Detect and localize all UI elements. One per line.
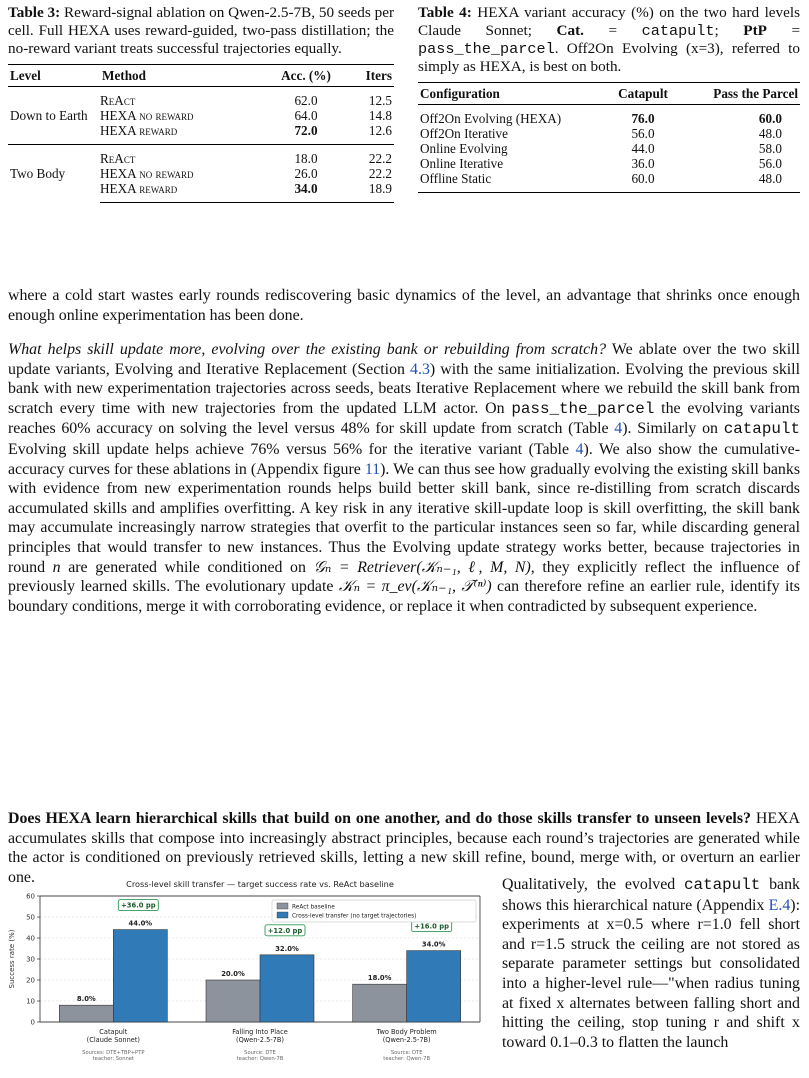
x-tick-label: Two Body Problem — [376, 1028, 437, 1036]
table-cell — [100, 87, 266, 109]
table-cell — [266, 145, 346, 167]
text-run: , they explicitly reflect the influence of previously learned skills. The evolutionary update — [8, 558, 801, 596]
paragraph-heading: Does HEXA learn hierarchical skills that build on one another, and do those skills transfer to unseen levels? — [8, 810, 751, 827]
delta-label: +12.0 pp — [267, 926, 303, 935]
level-cell: Two Body — [8, 145, 100, 203]
delta-label: +16.0 pp — [414, 922, 449, 931]
bar — [407, 951, 461, 1022]
table-4-caption-text: . Off2On Evolving (x=3), referred to simply as HEXA, is best on both. — [418, 40, 800, 75]
table-row — [418, 105, 800, 127]
table-cell — [598, 105, 688, 127]
caption-eq: = — [791, 22, 801, 39]
cell-value: 62.0 — [294, 93, 318, 108]
text-run: Qualitatively, the evolved — [502, 876, 684, 893]
table-cell — [688, 105, 800, 127]
table-cell — [598, 126, 688, 141]
bar-value-label: 44.0% — [128, 919, 153, 928]
cell-value: 36.0 — [631, 156, 655, 171]
math-var: n — [52, 558, 61, 576]
cell-value: 14.8 — [368, 108, 392, 123]
y-tick-label: 50 — [26, 913, 35, 922]
legend-swatch — [277, 903, 288, 909]
table-cell — [266, 108, 346, 123]
bar — [206, 980, 260, 1022]
table-cell — [418, 126, 598, 141]
text-run: the evolving variants reaches 60% accuracy on solving the level versus 48% for skill update from scratch (Table — [8, 399, 800, 438]
x-source-label: teacher: Qwen-7B — [236, 1056, 284, 1062]
cell-value: Online Evolving — [420, 141, 508, 156]
code-term: catapult — [684, 876, 761, 894]
text-run: ). We can thus see how gradually evolving the existing skill banks with evidence from new experimentation rounds helps build better skill bank, since re-distilling from scratch discards accumulated skills and amplifies overfitting. A key risk in any iterative skill-update loop is skill overfitting, the skill bank may accumulate increasingly narrow strategies that overfit to the particular instances seen so far, while discarding general principles that would transfer to new instances. Thus the Evolving update strategy works better, because trajectories in round — [8, 460, 801, 576]
cell-value: Online Iterative — [420, 156, 504, 171]
delta-label: +36.0 pp — [121, 901, 156, 910]
table-4 — [418, 4, 800, 193]
cell-value: 18.9 — [368, 181, 392, 196]
x-tick-label: Catapult — [99, 1028, 128, 1036]
table-cell — [346, 108, 394, 123]
caption-key: PtP — [743, 22, 767, 39]
cell-value: HEXA no reward — [100, 166, 194, 181]
x-source-label: Sources: DTE+TBP+PTP — [82, 1050, 145, 1056]
x-tick-sublabel: (Claude Sonnet) — [86, 1036, 141, 1044]
text-run: ). We also show the cumulative-accuracy curves for these ablations in (Appendix figure — [8, 440, 800, 478]
section-ref-link[interactable]: 4.3 — [410, 360, 430, 378]
table-3-caption-text: Reward-signal ablation on Qwen-2.5-7B, 50 seeds per cell. Full HEXA uses reward-guided, two-pass distillation; the no-reward variant treats successful trajectories equally. — [8, 4, 395, 57]
table-header: Pass the Parcel — [688, 83, 800, 105]
table-cell — [346, 166, 394, 181]
bar — [260, 955, 314, 1022]
chart-svg — [0, 872, 500, 1078]
table-header: Method — [100, 65, 266, 87]
bar — [353, 984, 407, 1022]
table-cell — [346, 87, 394, 109]
paragraph-qualitative — [502, 875, 800, 1052]
legend-swatch — [277, 912, 288, 918]
text-run: can therefore refine an earlier rule, identify its boundary conditions, merge it with corroborating evidence, or replace it when contradicted by subsequent experience. — [8, 578, 800, 615]
x-tick-sublabel: (Qwen-2.5-7B) — [382, 1036, 431, 1044]
text-run: Evolving skill update helps achieve 76% versus 56% for the iterative variant (Table — [8, 440, 576, 458]
x-tick-label: Falling Into Place — [232, 1028, 288, 1036]
legend-label: ReAct baseline — [292, 904, 335, 911]
table-3-label: Table 3: — [8, 4, 61, 21]
table-4-grid — [418, 82, 800, 193]
table-cell — [598, 156, 688, 171]
figure-ref-link[interactable]: 11 — [364, 460, 381, 478]
cell-value: 22.2 — [368, 166, 392, 181]
caption-eq: = — [608, 22, 618, 39]
table-header: Catapult — [598, 83, 688, 105]
table-3-caption — [8, 4, 394, 58]
bar — [113, 930, 167, 1022]
cell-value: Off2On Evolving (HEXA) — [420, 111, 562, 126]
table-cell — [100, 123, 266, 145]
math-expression: 𝒦ₙ = π_ev(𝒦ₙ₋₁, 𝒯⁽ⁿ⁾) — [338, 578, 492, 596]
table-cell — [688, 126, 800, 141]
table-4-caption: Table 4: HEXA variant accuracy (%) on the two hard levels Claude Sonnet; Cat. = catapult; PtP = pass_the_parcel. Off2On Evolving (x=3), referred to simply as HEXA, is best on both. — [418, 4, 801, 75]
cell-value: 34.0 — [294, 181, 318, 196]
paragraph-cold-start: where a cold start wastes early rounds rediscovering basic dynamics of the level, an advantage that shrinks once enough enough online experimentation has been done. — [8, 287, 800, 324]
table-cell — [266, 166, 346, 181]
cell-value: ReAct — [100, 151, 136, 166]
table-cell — [418, 105, 598, 127]
paragraph-question: What helps skill update more, evolving over the existing bank or rebuilding from scratch? — [8, 341, 607, 358]
table-ref-link[interactable]: 4 — [575, 440, 584, 458]
cell-value: HEXA reward — [100, 123, 178, 138]
cell-value: Offline Static — [420, 171, 492, 186]
text-run: We ablate over the two skill update variants, Evolving and Iterative Replacement (Section — [8, 341, 800, 378]
table-row — [418, 171, 800, 193]
text-run: ). Similarly on — [622, 420, 724, 438]
appendix-ref-link[interactable]: E.4 — [768, 896, 791, 914]
cell-value: HEXA no reward — [100, 108, 194, 123]
caption-code: catapult — [641, 22, 715, 40]
text-run: bank shows this hierarchical nature (Appendix — [502, 876, 800, 914]
table-3 — [8, 4, 394, 203]
text-run: ) with the same initialization. Evolving the previous skill bank with new experimentation trajectories across seeds, beats Iterative Replacement where we rebuild the skill bank from scratch every time with new trajectories from the updated LLM actor. On — [8, 360, 801, 417]
cell-value: 72.0 — [294, 123, 318, 138]
cell-value: ReAct — [100, 93, 136, 108]
level-cell: Down to Earth — [10, 108, 88, 123]
table-cell — [346, 145, 394, 167]
table-3-grid — [8, 64, 394, 203]
table-cell — [598, 171, 688, 193]
paragraph-evolving — [8, 340, 800, 616]
table-cell — [100, 108, 266, 123]
table-cell — [346, 181, 394, 203]
table-header: Configuration — [418, 83, 598, 105]
cell-value: 12.5 — [368, 93, 392, 108]
bar-value-label: 18.0% — [367, 974, 392, 983]
math-expression: 𝒢ₙ = Retriever(𝒦ₙ₋₁, ℓ, M, N) — [313, 558, 531, 576]
cell-value: 18.0 — [294, 151, 318, 166]
x-source-label: Source: DTE — [390, 1050, 423, 1056]
x-source-label: teacher: Sonnet — [92, 1056, 135, 1062]
table-cell — [418, 171, 598, 193]
cell-value: 48.0 — [758, 171, 782, 186]
table-cell — [100, 166, 266, 181]
cell-value: 64.0 — [294, 108, 318, 123]
table-cell — [688, 141, 800, 156]
y-tick-label: 10 — [26, 997, 35, 1006]
legend-label: Cross-level transfer (no target trajectories) — [292, 913, 417, 920]
table-cell — [598, 141, 688, 156]
y-tick-label: 0 — [30, 1018, 35, 1027]
table-cell — [100, 145, 266, 167]
table-row — [418, 126, 800, 141]
table-header: Iters — [346, 65, 394, 87]
table-cell — [418, 156, 598, 171]
y-tick-label: 60 — [26, 892, 35, 901]
y-axis-label: Success rate (%) — [8, 929, 16, 989]
table-cell — [100, 181, 266, 203]
cell-value: 12.6 — [368, 123, 392, 138]
cell-value: 60.0 — [631, 171, 655, 186]
cell-value: 22.2 — [368, 151, 392, 166]
code-term: pass_the_parcel — [511, 399, 655, 418]
code-term: catapult — [723, 420, 800, 439]
table-cell — [418, 141, 598, 156]
table-row — [418, 141, 800, 156]
table-ref-link[interactable]: 4 — [614, 420, 623, 438]
cell-value: 58.0 — [758, 141, 782, 156]
bar-value-label: 34.0% — [421, 940, 446, 949]
table-header: Level — [8, 65, 100, 87]
table-cell — [266, 123, 346, 145]
table-header: Acc. (%) — [266, 65, 346, 87]
table-row — [418, 156, 800, 171]
cell-value: 60.0 — [758, 111, 782, 126]
cell-value: Off2On Iterative — [420, 126, 509, 141]
cell-value: 56.0 — [758, 156, 782, 171]
cell-value: 56.0 — [631, 126, 655, 141]
y-tick-label: 30 — [26, 955, 35, 964]
bar-value-label: 8.0% — [76, 995, 96, 1004]
table-row — [8, 87, 394, 109]
table-cell — [266, 87, 346, 109]
table-4-label: Table 4: — [418, 4, 472, 21]
cell-value: HEXA reward — [100, 181, 178, 196]
caption-key: Cat. — [556, 22, 584, 39]
caption-code: pass_the_parcel — [418, 40, 555, 58]
table-row — [8, 145, 394, 167]
bar-value-label: 20.0% — [221, 970, 245, 978]
table-cell — [688, 171, 800, 193]
bar — [59, 1005, 113, 1022]
y-tick-label: 40 — [26, 934, 35, 943]
cell-value: 26.0 — [294, 166, 318, 181]
x-source-label: Source: DTE — [244, 1050, 276, 1056]
text-run: are generated while conditioned on — [60, 558, 314, 576]
y-tick-label: 20 — [26, 976, 35, 985]
table-cell — [346, 123, 394, 145]
text-run: HEXA accumulates skills that compose into increasingly abstract principles, because each round’s trajectories are generated while the actor is conditioned on previously retrieved skills, letting a new skill refine, bound, merge with, or overturn an earlier one. — [8, 810, 801, 886]
x-tick-sublabel: (Qwen-2.5-7B) — [236, 1036, 284, 1044]
skill-transfer-chart — [0, 872, 500, 1078]
cell-value: 44.0 — [631, 141, 655, 156]
x-source-label: teacher: Qwen-7B — [383, 1056, 431, 1062]
table-cell — [688, 156, 800, 171]
bar-value-label: 32.0% — [275, 944, 299, 953]
table-4-caption-text: HEXA variant accuracy (%) on the two hard levels Claude Sonnet; — [418, 4, 801, 39]
chart-title: Cross-level skill transfer — target success rate vs. ReAct baseline — [126, 879, 394, 889]
table-cell — [266, 181, 346, 203]
cell-value: 48.0 — [758, 126, 782, 141]
cell-value: 76.0 — [631, 111, 655, 126]
text-run: ): experiments at x=0.5 where r=1.0 fell short and r=1.5 struck the ceiling are not stored as separate parameter settings but consolidated into a higher-level rule—"when radius tuning at fixed x alternates between falling short and hitting the ceiling, stop tuning r and shift x toward 0.1–0.3 to flatten the launch — [502, 896, 800, 1051]
